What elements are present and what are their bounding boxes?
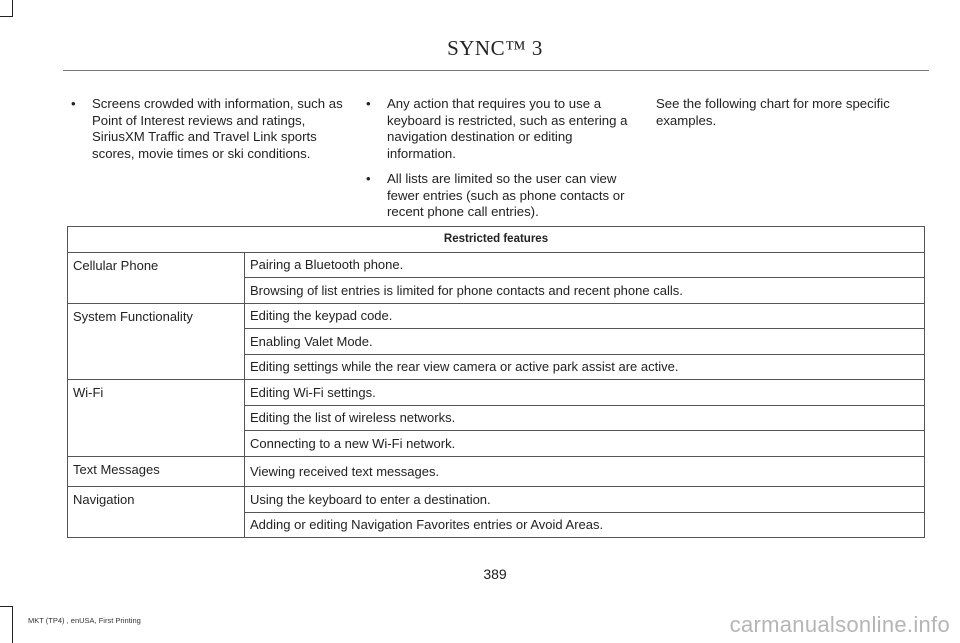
table-row xyxy=(68,487,925,513)
crop-mark xyxy=(0,16,13,17)
text-column-3 xyxy=(656,96,918,129)
restricted-feature: Editing the keypad code. xyxy=(245,303,925,329)
restricted-feature: Editing settings while the rear view camera or active park assist are active. xyxy=(245,354,925,380)
restricted-feature: Using the keyboard to enter a destination. xyxy=(245,487,925,513)
feature-category: Text Messages xyxy=(68,456,245,487)
restricted-features-table xyxy=(67,226,925,538)
table-title: Restricted features xyxy=(68,227,925,253)
restricted-feature: Editing the list of wireless networks. xyxy=(245,405,925,431)
restricted-feature: Pairing a Bluetooth phone. xyxy=(245,252,925,278)
crop-mark xyxy=(12,606,13,643)
chart-intro-text: See the following chart for more specific examples. xyxy=(656,96,890,128)
table-row xyxy=(68,303,925,329)
crop-mark xyxy=(0,606,13,607)
table-row xyxy=(68,380,925,406)
bullet-icon: • xyxy=(366,96,371,111)
header-divider xyxy=(63,70,929,71)
watermark: carmanualsonline.info xyxy=(729,612,950,637)
feature-category: Wi-Fi xyxy=(68,380,245,457)
bullet-item: • Screens crowded with information, such as Point of Interest reviews and ratings, SiriusXM Traffic and Travel Link sports scores, movie times or ski conditions. xyxy=(71,96,343,161)
restricted-feature: Connecting to a new Wi-Fi network. xyxy=(245,431,925,457)
feature-category: Navigation xyxy=(68,487,245,538)
page-number: 389 xyxy=(483,566,507,582)
crop-mark xyxy=(12,0,13,16)
restricted-feature: Adding or editing Navigation Favorites entries or Avoid Areas. xyxy=(245,512,925,538)
bullet-item: • All lists are limited so the user can view fewer entries (such as phone contacts or recent phone call entries). xyxy=(366,171,625,219)
print-footer: MKT (TP4) , enUSA, First Printing xyxy=(28,616,141,625)
restricted-feature: Enabling Valet Mode. xyxy=(245,329,925,355)
bullet-item: • Any action that requires you to use a keyboard is restricted, such as entering a navigation destination or editing information. xyxy=(366,96,628,161)
page-header-title: SYNC™ 3 xyxy=(447,36,543,60)
restricted-feature: Editing Wi-Fi settings. xyxy=(245,380,925,406)
text-column-1 xyxy=(67,96,349,171)
restricted-feature: Viewing received text messages. xyxy=(245,456,925,487)
bullet-icon: • xyxy=(71,96,76,111)
restricted-feature: Browsing of list entries is limited for phone contacts and recent phone calls. xyxy=(245,278,925,304)
text-column-2 xyxy=(362,96,644,230)
feature-category: System Functionality xyxy=(68,303,245,380)
bullet-icon: • xyxy=(366,171,371,186)
table-row xyxy=(68,456,925,487)
feature-category: Cellular Phone xyxy=(68,252,245,303)
table-row xyxy=(68,252,925,278)
